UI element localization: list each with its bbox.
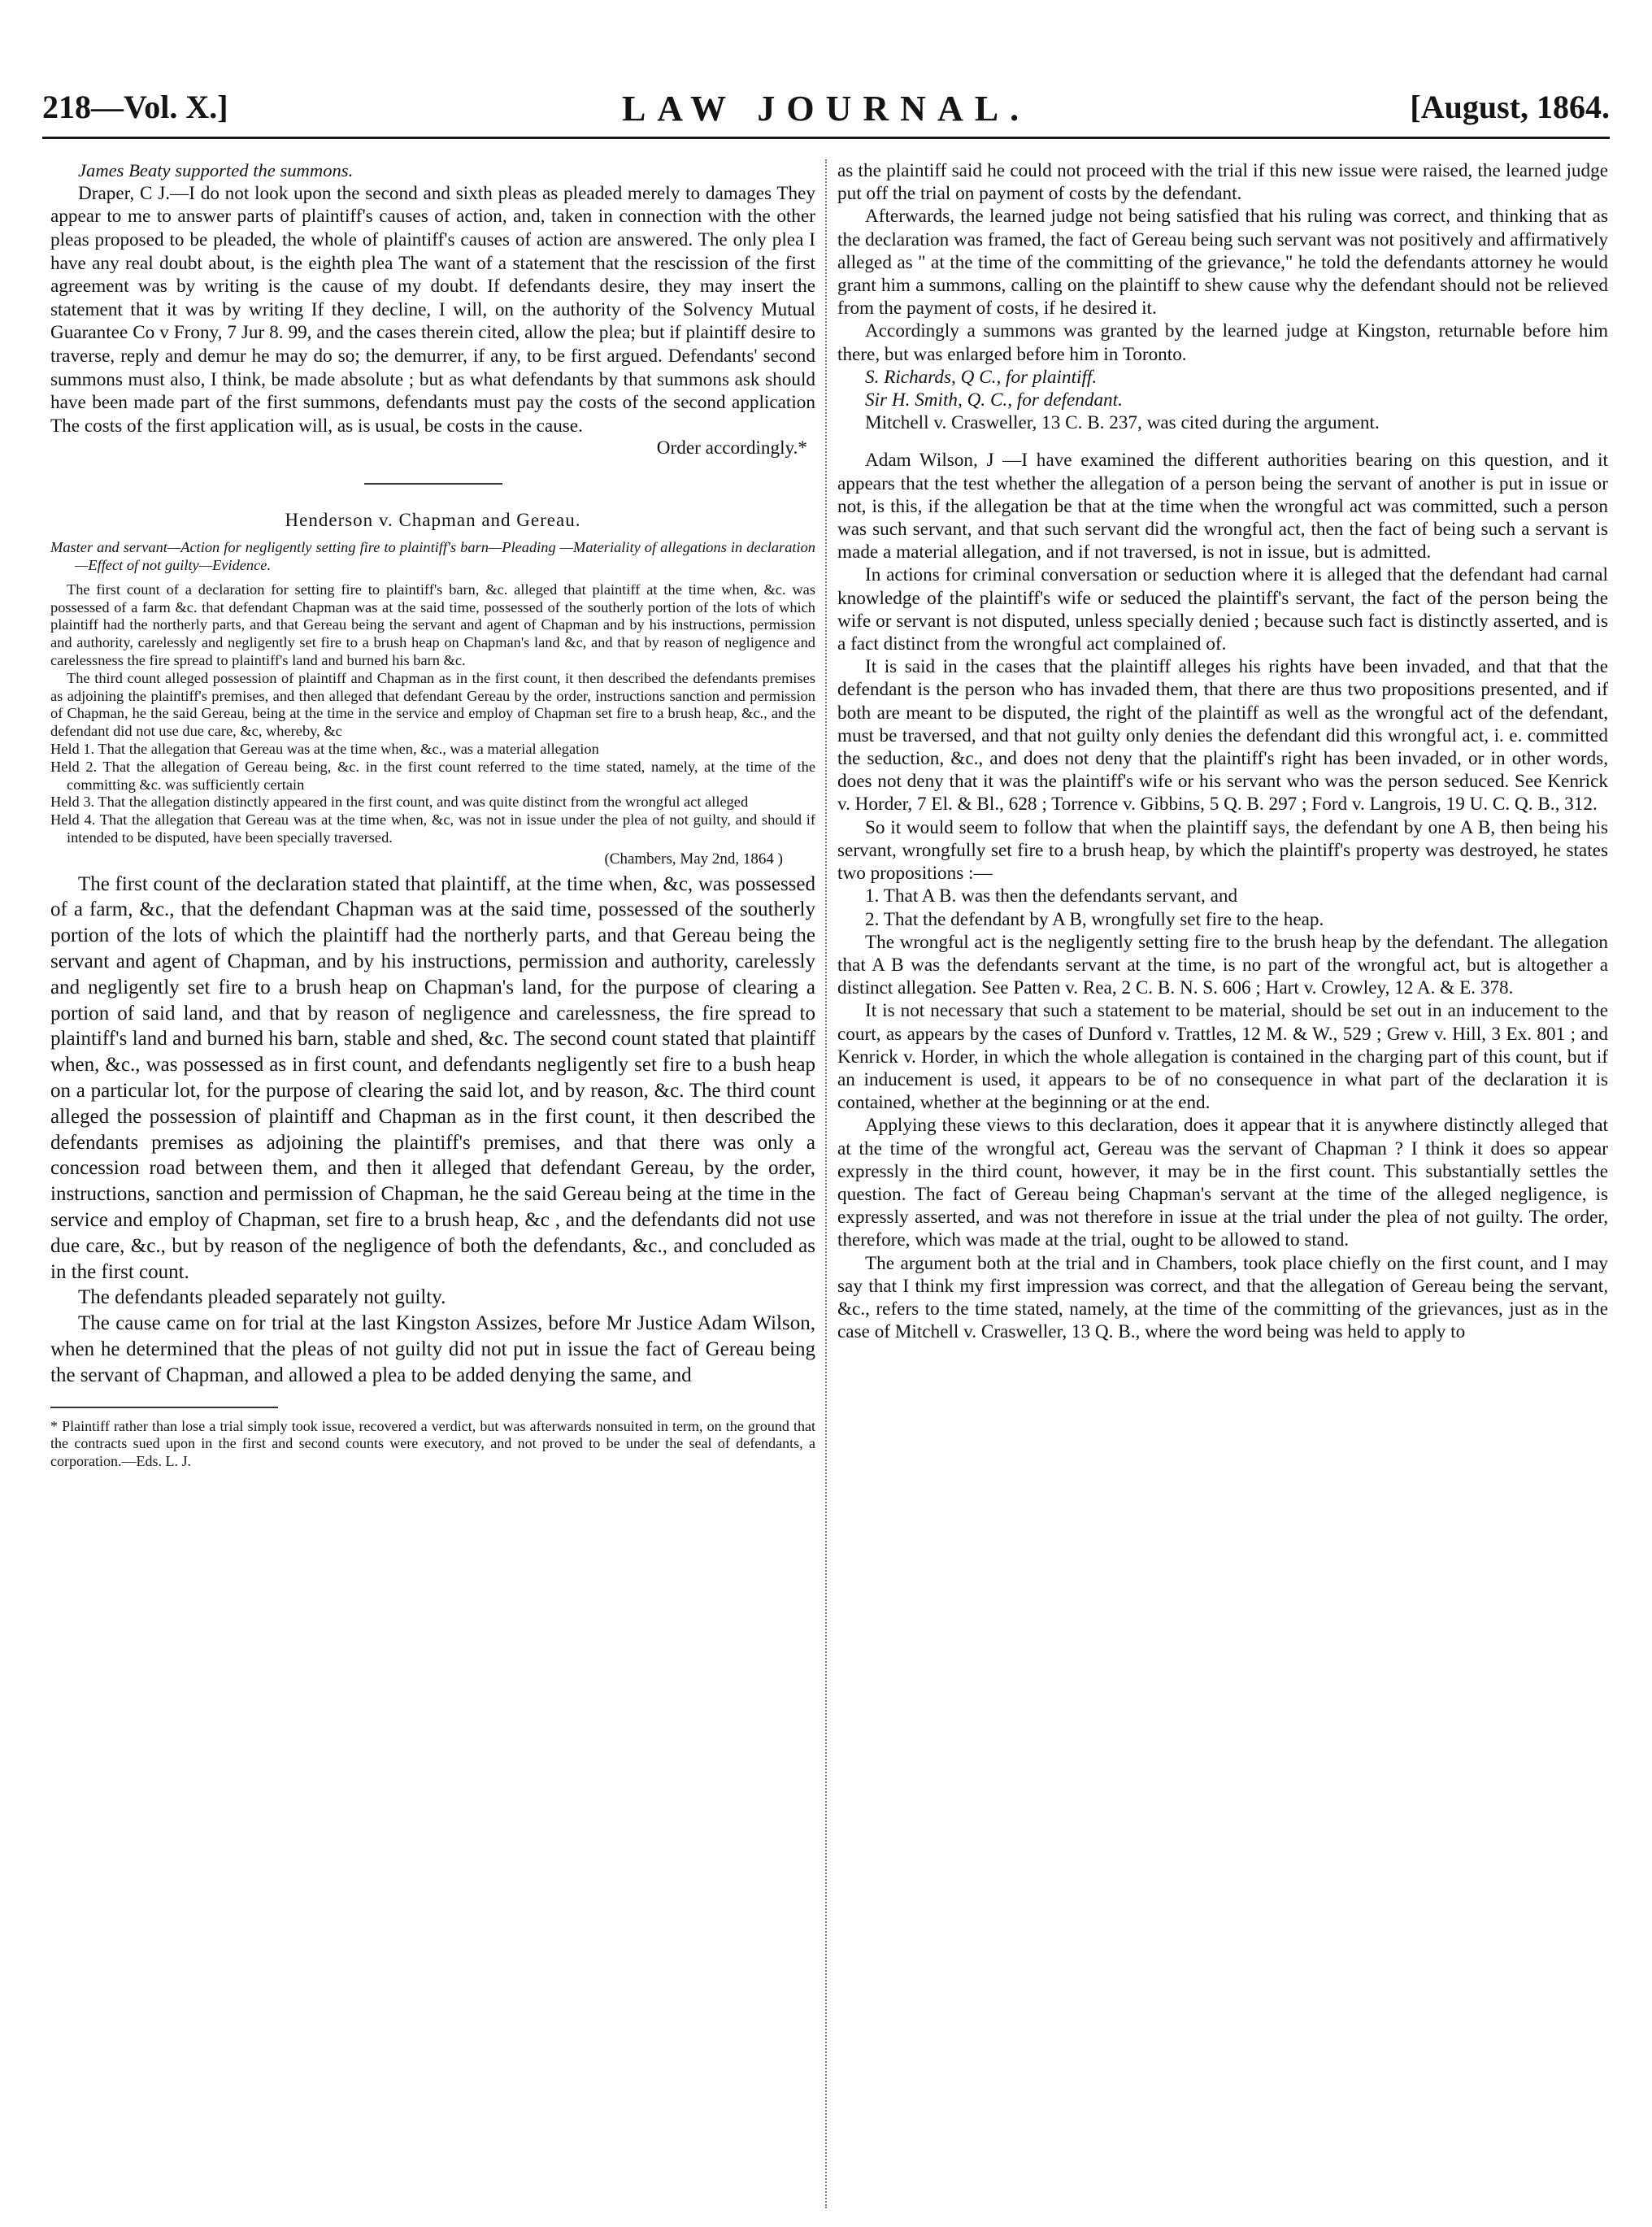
summons-note: James Beaty supported the summons. [78,160,354,181]
syllabus-paragraph: The first count of a declaration for setting fire to plaintiff's barn, &c. alleged that plaintiff at the time when, &c. was possessed of a farm &c. that defendant Chapman was at the said time, possessed of the southerly portion of the lots of which plaintiff had the northerly parts, and that Gereau being the servant and agent of Chapman and by his instructions, permission and authority, carelessly and negligently set fire to a brush heap on Chapman's land &c, and that by reason of negligence and carelessness the fire spread to plaintiff's land and burned his barn &c. [50,581,815,668]
body-paragraph: Accordingly a summons was granted by the learned judge at Kingston, returnable before him there, but was enlarged before him in Toronto. [837,320,1608,365]
proposition-item: 2. That the defendant by A B, wrongfully set fire to the heap. [865,908,1324,930]
counsel-line: S. Richards, Q C., for plaintiff. [865,366,1098,388]
footnote-rule [50,1407,278,1408]
volume-page-number: 218—Vol. X.] [42,89,228,125]
judgment-paragraph: So it would seem to follow that when the plaintiff says, the defendant by one A B, then being his servant, wrongfully set fire to a brush heap, by which the plaintiff's property was destroyed, he states two propositions :— [837,816,1608,885]
body-paragraph: The defendants pleaded separately not guilty. [78,1286,446,1309]
left-column [50,159,815,1470]
case-headnote: Master and servant—Action for negligently setting fire to plaintiff's barn—Pleading —Materiality of allegations in declaration—Effect of not guilty—Evidence. [50,538,815,574]
issue-date: [August, 1864. [1410,89,1610,125]
chambers-citation: (Chambers, May 2nd, 1864 ) [604,850,783,868]
journal-title: LAW JOURNAL. [621,89,1031,128]
counsel-line: Sir H. Smith, Q. C., for defendant. [865,389,1123,411]
judgment-paragraph: The argument both at the trial and in Chambers, took place chiefly on the first count, and I may say that I think my first impression was correct, and that the allegation of Gereau being the servant, &c., refers to the time stated, namely, at the time of the committing of the grievances, just as in the case of Mitchell v. Crasweller, 13 Q. B., where the word being was held to apply to [837,1252,1608,1343]
spacer [837,434,1608,449]
held-item: Held 2. That the allegation of Gereau being, &c. in the first count referred to the time stated, namely, at the time of the committing &c. was sufficiently certain [50,758,815,793]
column-divider [825,159,828,2208]
body-paragraph: The first count of the declaration stated that plaintiff, at the time when, &c, was possessed of a farm, &c., that the defendant Chapman was at the said time, possessed of the southerly portion of the lots of which the plaintiff had the northerly parts, and that Gereau being the servant and agent of Chapman, and by his instructions, permission and authority, carelessly and negligently set fire to a brush heap on Chapman's land, for the purpose of clearing a portion of said land, and that by reason of negligence and carelessness, the fire spread to plaintiff's land and burned his barn, stable and shed, &c. The second count stated that plaintiff when, &c., was possessed as in first count, and defendants negligently set fire to a bush heap on a particular lot, for the purpose of clearing the said lot, and by reason, &c. The third count alleged the possession of plaintiff and Chapman as in the first count, it then described the defendants premises as adjoining the plaintiff's premises, and that there was only a concession road between them, and then it alleged that defendant Gereau, by the order, instructions, sanction and permission of Chapman, he the said Gereau being at the time in the service and employ of Chapman, set fire to a brush heap, &c , and the defendants did not use due care, &c., but by reason of the negligence of both the defendants, &c., and concluded as in the first count. [50,872,815,1283]
proposition-item: 1. That A B. was then the defendants servant, and [865,885,1238,907]
body-paragraph: as the plaintiff said he could not proceed with the trial if this new issue were raised, the learned judge put off the trial on payment of costs by the defendant. [837,160,1608,205]
held-item: Held 3. That the allegation distinctly appeared in the first count, and was quite distinct from the wrongful act alleged [50,794,749,811]
header-rule [42,137,1610,139]
held-item: Held 4. That the allegation that Gereau was at the time when, &c, was not in issue under the plea of not guilty, and should if intended to be disputed, have been specially traversed. [50,811,815,846]
judgment-paragraph: In actions for criminal conversation or seduction where it is alleged that the defendant had carnal knowledge of the plaintiff's wife or seduced the plaintiff's servant, the fact of the person being the wife or servant is not disputed, unless specially denied ; because such fact is distinctly asserted, and is a fact distinct from the wrongful act complained of. [837,564,1608,655]
case-title: Henderson v. Chapman and Gereau. [285,510,581,531]
judgment-paragraph: It is not necessary that such a statement to be material, should be set out in an inducement to the court, as appears by the cases of Dunford v. Trattles, 12 M. & W., 529 ; Grew v. Hill, 3 Ex. 801 ; and Kenrick v. Horder, in which the whole allegation is contained in the charging part of this count, but if an inducement is used, it appears to be of no consequence in what part of the declaration it is contained, whether at the beginning or at the end. [837,1000,1608,1114]
judgment-paragraph: It is said in the cases that the plaintiff alleges his rights have been invaded, and that that the defendant is the person who has invaded them, that there are thus two propositions presented, and if both are meant to be disputed, the right of the plaintiff as well as the wrongful act of the defendant, must be traversed, and that not guilty only denies the defendant did this wrongful act, i. e. committed the seduction, &c., and does not deny that the plaintiff's right has been invaded, or in other words, does not deny that it was the plaintiff's wife or his servant who was the person seduced. See Kenrick v. Horder, 7 El. & Bl., 628 ; Torrence v. Gibbins, 5 Q. B. 297 ; Ford v. Langrois, 19 U. C. Q. B., 312. [837,656,1608,816]
body-paragraph: Afterwards, the learned judge not being satisfied that his ruling was correct, and thinking that as the declaration was framed, the fact of Gereau being such servant was not positively and affirmatively alleged as " at the time of the committing of the grievance," he told the defendants attorney he would grant him a summons, calling on the plaintiff to shew cause why the defendant should not be relieved from the payment of costs, if he desired it. [837,206,1608,320]
section-divider [364,483,502,485]
cited-case-note: Mitchell v. Crasweller, 13 C. B. 237, was cited during the argument. [865,412,1380,434]
right-column [837,159,1608,1343]
syllabus-paragraph: The third count alleged possession of plaintiff and Chapman as in the first count, it then described the defendants premises as adjoining the plaintiff's premises, and then alleged that defendant Gereau by the order, instructions sanction and permission of Chapman, he the said Gereau, being at the time in the service and employ of Chapman set fire to a brush heap, &c., and the defendant did not use due care, &c, whereby, &c [50,669,815,740]
judgment-paragraph: Applying these views to this declaration, does it appear that it is anywhere distinctly alleged that at the time of the wrongful act, Gereau was the servant of Chapman ? I think it does so appear expressly in the third count, however, it may be in the first count. This substantially settles the question. The fact of Gereau being Chapman's servant at the time of the alleged negligence, is expressly asserted, and was not therefore in issue at the trial under the plea of not guilty. The order, therefore, which was made at the trial, ought to be allowed to stand. [837,1115,1608,1251]
footnote: * Plaintiff rather than lose a trial simply took issue, recovered a verdict, but was afterwards nonsuited in term, on the ground that the contracts sued upon in the first and second counts were executory, and not proved to be under the seal of defendants, a corporation.—Eds. L. J. [50,1417,815,1469]
held-item: Held 1. That the allegation that Gereau was at the time when, &c., was a material allegation [50,740,599,757]
judgment-paragraph: The wrongful act is the negligently setting fire to the brush heap by the defendant. The allegation that A B was the defendants servant at the time, is no part of the wrongful act, but is altogether a distinct allegation. See Patten v. Rea, 2 C. B. N. S. 606 ; Hart v. Crowley, 12 A. & E. 378. [837,931,1608,999]
body-paragraph: The cause came on for trial at the last Kingston Assizes, before Mr Justice Adam Wilson, when he determined that the pleas of not guilty did not put in issue the fact of Gereau being the servant of Chapman, and allowed a plea to be added denying the same, and [50,1312,815,1386]
order-line: Order accordingly.* [656,437,807,459]
draper-opinion: Draper, C J.—I do not look upon the second and sixth pleas as pleaded merely to damages They appear to me to answer parts of plaintiff's causes of action, and, taken in connection with the other pleas proposed to be pleaded, the whole of plaintiff's causes of action are answered. The only plea I have any real doubt about, is the eighth plea The want of a statement that the rescission of the first agreement was by writing is the cause of my doubt. If defendants desire, they may insert the statement that it was by writing If they decline, I will, on the authority of the Solvency Mutual Guarantee Co v Frony, 7 Jur 8. 99, and the cases therein cited, allow the plea; but if plaintiff desire to traverse, reply and demur he may do so; the demurrer, if any, to be first argued. Defendants' second summons must also, I think, be made absolute ; but as what defendants by that summons ask should have been made part of the first summons, defendants must pay the costs of the second application The costs of the first application will, as is usual, be costs in the cause. [50,182,815,437]
judgment-paragraph: Adam Wilson, J —I have examined the different authorities bearing on this question, and it appears that the test whether the allegation of a person being the servant of another is put in issue or not, is this, if the allegation be that at the time when the wrongful act was committed, such a person was such servant, and that such servant did the wrongful act, then the fact of being such a servant is made a material allegation, and if not traversed, is not in issue, but is admitted. [837,450,1608,563]
